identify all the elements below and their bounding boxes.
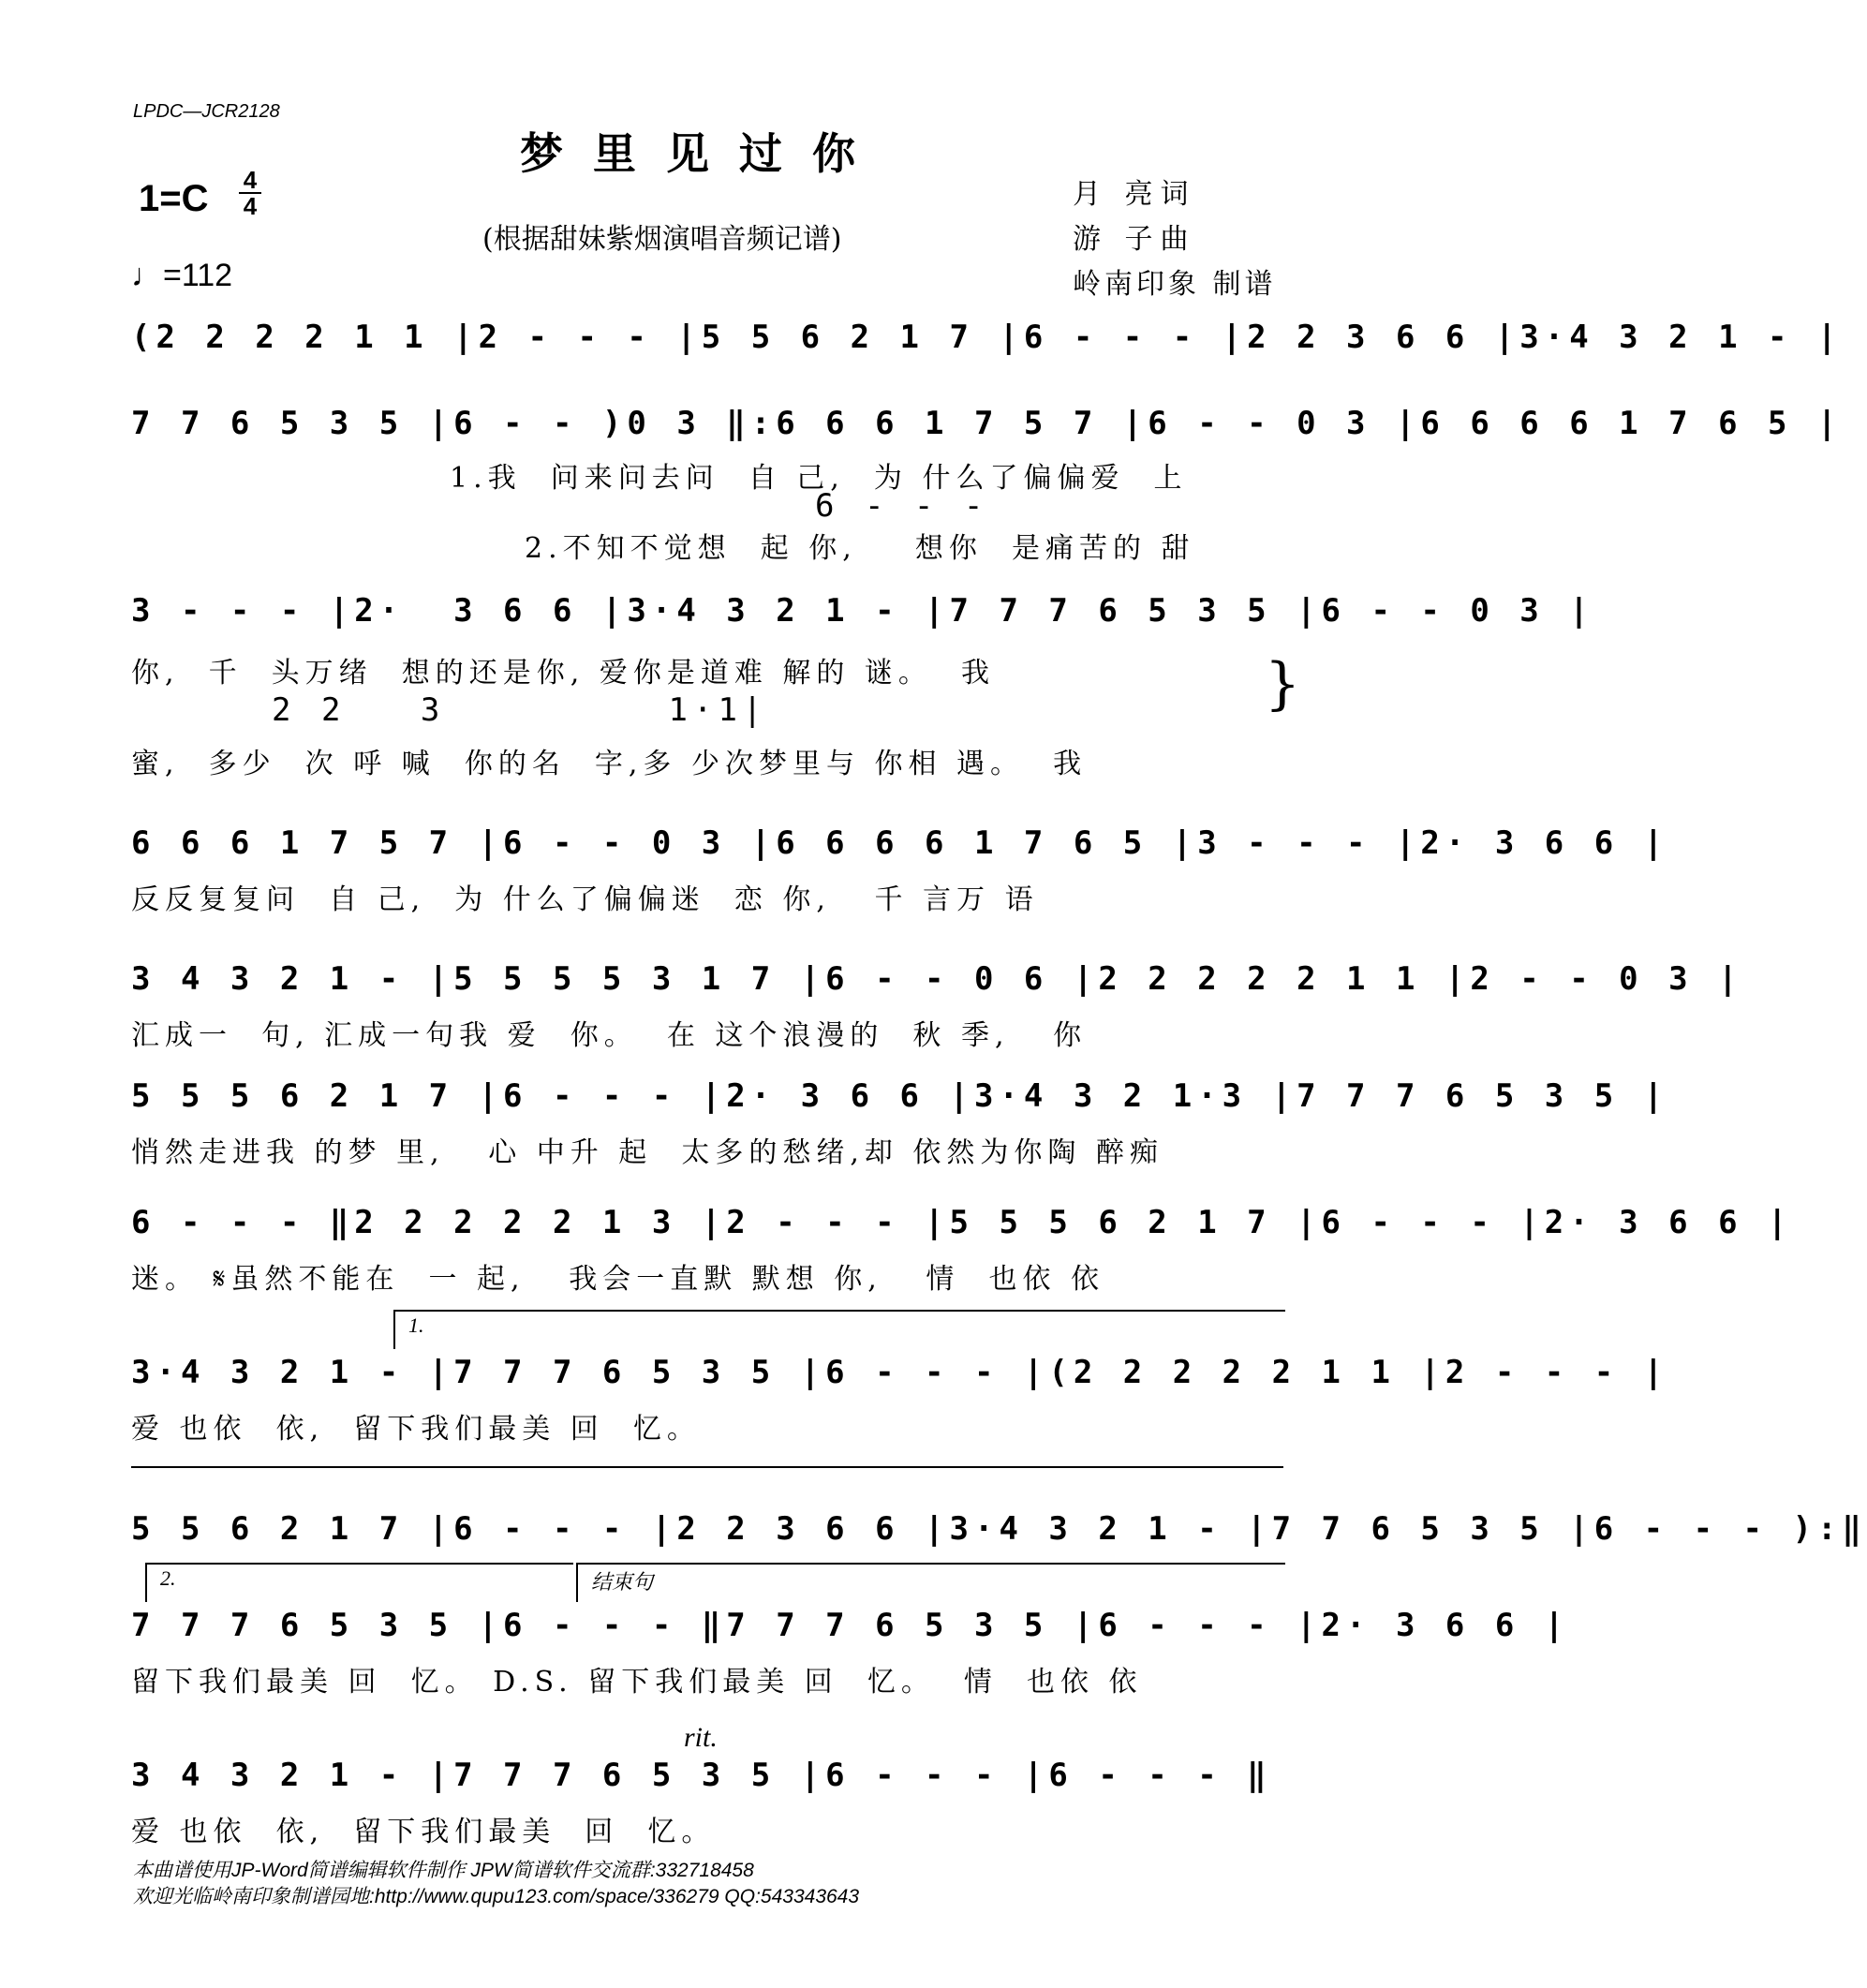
composer: 游 子曲 bbox=[1073, 223, 1196, 256]
lyrics-row-10: 留下我们最美 回 忆。 D.S. 留下我们最美 回 忆。 情 也依 依 bbox=[131, 1666, 1143, 1699]
footer-line-1: 本曲谱使用JP-Word简谱编辑软件制作 JPW简谱软件交流群:332718458 bbox=[133, 1860, 754, 1881]
lyrics-row-4: 反反复复问 自 己, 为 什么了偏偏迷 恋 你, 千 言万 语 bbox=[131, 883, 1039, 916]
score-row-4: 6 6 6 1 7 5 7 |6 - - 0 3 |6 6 6 6 1 7 6 5 |3 - - - |2· 3 6 6 | bbox=[131, 824, 1669, 862]
score-row-2: 7 7 6 5 3 5 |6 - - )0 3 ‖:6 6 6 1 7 5 7 |6 - - 0 3 |6 6 6 6 1 7 6 5 | bbox=[131, 405, 1843, 442]
score-row-6: 5 5 5 6 2 1 7 |6 - - - |2· 3 6 6 |3·4 3 2 1·3 |7 7 7 6 5 3 5 | bbox=[131, 1077, 1669, 1115]
tempo-marking: ♩=112 bbox=[131, 258, 233, 293]
time-top: 4 bbox=[243, 166, 258, 194]
lyricist: 月 亮词 bbox=[1073, 178, 1196, 211]
lyrics-row-2a: 1.我 问来问去问 自 己, 为 什么了偏偏爱 上 bbox=[450, 462, 1188, 495]
score-row-5: 3 4 3 2 1 - |5 5 5 5 3 1 7 |6 - - 0 6 |2 2 2 2 2 1 1 |2 - - 0 3 | bbox=[131, 960, 1743, 998]
brace-icon: } bbox=[1265, 651, 1301, 717]
lyrics-row-5: 汇成一 句, 汇成一句我 爱 你。 在 这个浪漫的 秋 季, 你 bbox=[131, 1019, 1088, 1052]
score-row-10: 7 7 7 6 5 3 5 |6 - - - ‖7 7 7 6 5 3 5 |6 - - - |2· 3 6 6 | bbox=[131, 1607, 1570, 1644]
footer-line-2: 欢迎光临岭南印象制谱园地:http://www.qupu123.com/space/336279 QQ:543343643 bbox=[133, 1886, 860, 1907]
time-signature bbox=[239, 166, 261, 220]
score-row-11: 3 4 3 2 1 - |7 7 7 6 5 3 5 |6 - - - |6 - - - ‖ bbox=[131, 1757, 1272, 1794]
score-id: LPDC—JCR2128 bbox=[133, 101, 280, 122]
lyrics-row-11: 爱 也依 依, 留下我们最美 回 忆。 bbox=[131, 1816, 716, 1848]
lyrics-row-6: 悄然走进我 的梦 里, 心 中升 起 太多的愁绪,却 依然为你陶 醉痴 bbox=[131, 1136, 1163, 1169]
score-row-3-alt: 2 2 3 1·1| bbox=[272, 691, 768, 729]
score-row-8: 3·4 3 2 1 - |7 7 7 6 5 3 5 |6 - - - |(2 2 2 2 2 1 1 |2 - - - | bbox=[131, 1354, 1669, 1391]
time-bottom: 4 bbox=[243, 192, 258, 220]
arranger: 岭南印象 制谱 bbox=[1073, 268, 1277, 301]
score-row-1: (2 2 2 2 1 1 |2 - - - |5 5 6 2 1 7 |6 - - - |2 2 3 6 6 |3·4 3 2 1 - | bbox=[131, 319, 1843, 356]
lyrics-row-7: 迷。 𝄋虽然不能在 一 起, 我会一直默 默想 你, 情 也依 依 bbox=[131, 1263, 1105, 1296]
key-signature: 1=C bbox=[139, 178, 209, 219]
score-row-7: 6 - - - ‖2 2 2 2 2 1 3 |2 - - - |5 5 5 6 2 1 7 |6 - - - |2· 3 6 6 | bbox=[131, 1204, 1793, 1241]
lyrics-row-8: 爱 也依 依, 留下我们最美 回 忆。 bbox=[131, 1413, 701, 1446]
lyrics-row-3b: 蜜, 多少 次 呼 喊 你的名 字,多 少次梦里与 你相 遇。 我 bbox=[131, 748, 1088, 780]
lyrics-row-3a: 你, 千 头万绪 想的还是你, 爱你是道难 解的 谜。 我 bbox=[131, 657, 995, 690]
score-row-9: 5 5 6 2 1 7 |6 - - - |2 2 3 6 6 |3·4 3 2 1 - |7 7 6 5 3 5 |6 - - - ):‖ bbox=[131, 1510, 1867, 1548]
ending-section: 结束句 bbox=[576, 1563, 1285, 1602]
subtitle: (根据甜妹紫烟演唱音频记谱) bbox=[482, 223, 842, 256]
song-title: 梦里见过你 bbox=[520, 128, 885, 179]
score-row-2-alt: 6 - - - bbox=[815, 487, 989, 525]
lyrics-row-2b: 2.不知不觉想 起 你, 想你 是痛苦的 甜 bbox=[525, 532, 1195, 565]
volta-1: 1. bbox=[393, 1310, 1285, 1349]
volta-continuation-line bbox=[131, 1466, 1283, 1468]
ritardando-marking: rit. bbox=[684, 1722, 718, 1753]
score-row-3: 3 - - - |2· 3 6 6 |3·4 3 2 1 - |7 7 7 6 5 3 5 |6 - - 0 3 | bbox=[131, 592, 1594, 630]
volta-2: 2. bbox=[145, 1563, 573, 1602]
